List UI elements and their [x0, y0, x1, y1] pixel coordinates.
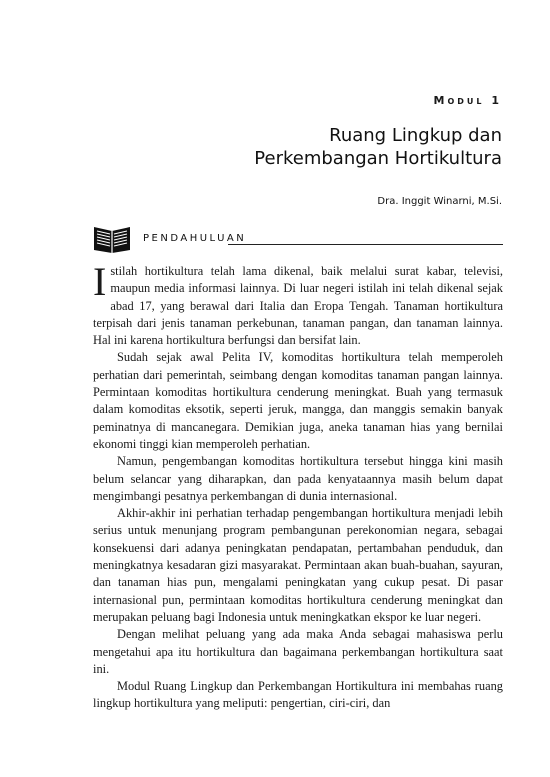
body-text	[93, 259, 503, 713]
paragraph-3: Namun, pengembangan komoditas hortikultura tersebut hingga kini masih belum selancar yang diharapkan, dan pada kenyataannya masih belum dapat mengimbangi pesatnya perkembangan di dunia internasional.	[93, 454, 503, 503]
section-heading	[93, 224, 503, 254]
title-line-1: Ruang Lingkup dan	[329, 125, 502, 146]
open-book-icon	[93, 224, 131, 254]
drop-cap: I	[93, 259, 107, 304]
paragraph-1	[93, 259, 503, 349]
author-name: Dra. Inggit Winarni, M.Si.	[377, 196, 502, 207]
paragraph-2: Sudah sejak awal Pelita IV, komoditas hortikultura telah memperoleh perhatian dari pemerintah, seimbang dengan komoditas tanaman pangan lainnya. Permintaan komoditas hortikultura cenderung meningkat. Buah yang termasuk dalam komoditas eksotik, seperti jeruk, mangga, dan manggis semakin banyak peminatnya di mancanegara. Demikian juga, aneka tanaman hias yang bernilai ekonomi tinggi kian memperoleh perhatian.	[93, 350, 503, 451]
page-title	[254, 124, 502, 170]
title-line-2: Perkembangan Hortikultura	[254, 148, 502, 169]
paragraph-6: Modul Ruang Lingkup dan Perkembangan Hortikultura ini membahas ruang lingkup hortikultura yang meliputi: pengertian, ciri-ciri, dan	[93, 679, 503, 711]
section-rule	[228, 244, 503, 245]
section-label: PENDAHULUAN	[143, 233, 247, 244]
module-label: Modul 1	[433, 94, 502, 107]
paragraph-5: Dengan melihat peluang yang ada maka Anda sebagai mahasiswa perlu mengetahui apa itu hortikultura dan bagaimana perkembangan hortikultura saat ini.	[93, 627, 503, 676]
paragraph-4: Akhir-akhir ini perhatian terhadap pengembangan hortikultura menjadi lebih serius untuk menunjang program pembangunan perekonomian negara, sebagai konsekuensi dari adanya peningkatan pendapatan, pertambahan penduduk, dan meningkatnya kesadaran gizi masyarakat. Permintaan akan buah-buahan, sayuran, dan tanaman hias pun, mengalami peningkatan yang cukup pesat. Di pasar internasional pun, permintaan komoditas hortikultura cenderung meningkat dan merupakan peluang bagi Indonesia untuk meningkatkan ekspor ke luar negeri.	[93, 506, 503, 624]
paragraph-text: stilah hortikultura telah lama dikenal, baik melalui surat kabar, televisi, maupun media informasi lainnya. Di luar negeri istilah ini telah dikenal sejak abad 17, yang berawal dari Italia dan Eropa Tengah. Tanaman hortikultura terpisah dari jenis tanaman perkebunan, tanaman pangan, dan tanaman lainnya. Hal ini karena hortikultura berfungsi dan bersifat lain.	[93, 264, 503, 348]
